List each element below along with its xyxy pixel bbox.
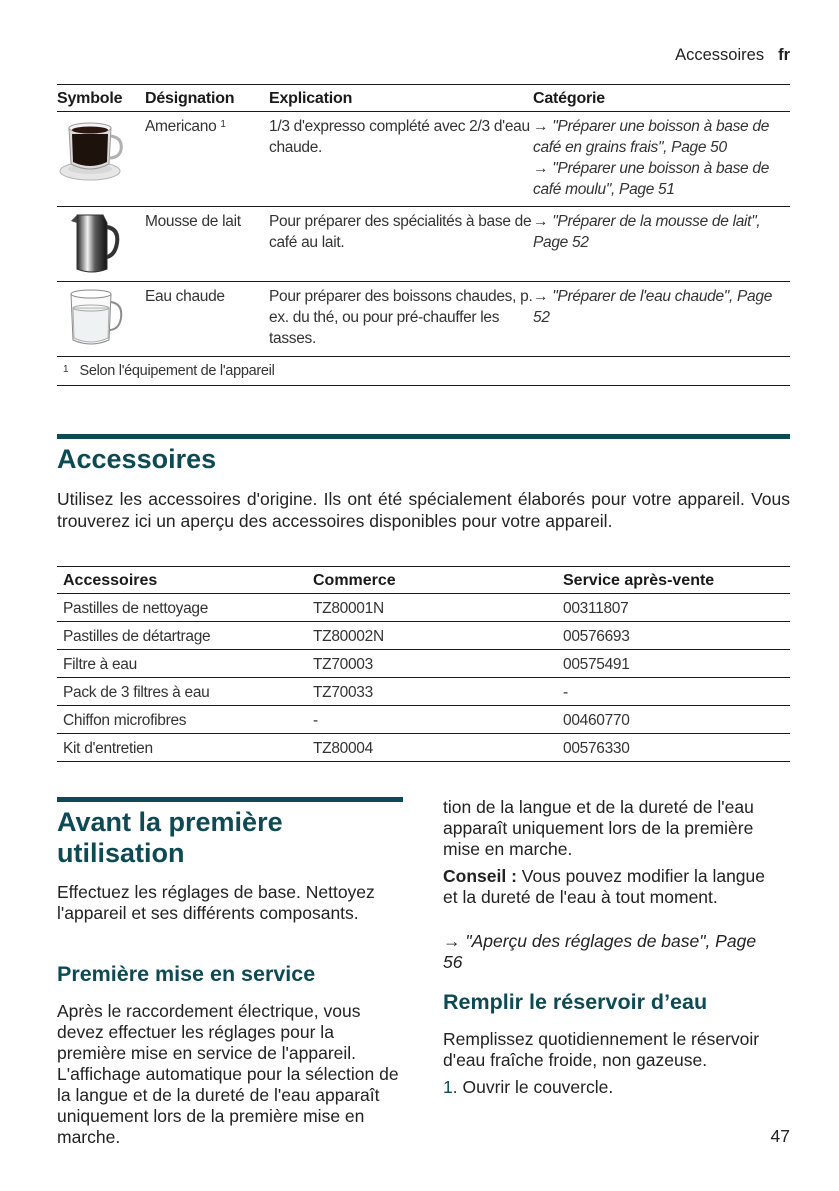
accessory-name: Pack de 3 filtres à eau — [57, 678, 307, 706]
col-header: Explication — [269, 85, 533, 112]
category-link[interactable]: → "Préparer une boisson à base de café en grains frais", Page 50 — [533, 118, 770, 156]
commerce-code: TZ80001N — [307, 594, 557, 622]
header-lang: fr — [778, 46, 790, 64]
commerce-code: TZ80002N — [307, 622, 557, 650]
symbol-table — [57, 84, 790, 386]
step-item — [443, 1077, 779, 1098]
fill-tank-text: Remplissez quotidiennement le réservoir d'eau fraîche froide, non gazeuse. — [443, 1029, 760, 1070]
col-header: Accessoires — [57, 567, 307, 594]
section-rule — [57, 797, 403, 802]
section-title-first-use: Avant la première utilisation — [57, 807, 283, 868]
step-number: 1. — [443, 1077, 458, 1097]
section-title-accessoires: Accessoires — [57, 444, 217, 474]
accessory-name: Pastilles de détartrage — [57, 622, 307, 650]
category-link[interactable]: → "Préparer une boisson à base de café moulu", Page 51 — [533, 160, 770, 198]
table-row — [57, 678, 790, 706]
section-rule — [57, 434, 790, 439]
subsection-title-first-start: Première mise en service — [57, 962, 316, 986]
tip-link[interactable]: → "Aperçu des réglages de base", Page 56 — [443, 931, 757, 972]
service-code: - — [557, 678, 790, 706]
accessories-table — [57, 566, 790, 762]
category-cell — [533, 112, 790, 207]
designation-cell: Eau chaude — [145, 282, 269, 357]
col-header: Catégorie — [533, 85, 790, 112]
americano-cup-icon — [57, 116, 127, 184]
page-number: 47 — [770, 1126, 790, 1146]
tip-text: Vous pouvez modifier la langue et la dureté de l'eau à tout moment. — [443, 866, 765, 907]
first-start-text: Après le raccordement électrique, vous devez effectuer les réglages pour la première mise en service de l'appareil. L'affichage automatique pour la sélection de la langue et de la dureté de l'eau apparaît uniquement lors de la première mise en marche. — [57, 1001, 399, 1147]
commerce-code: - — [307, 706, 557, 734]
milk-jug-icon — [57, 211, 127, 275]
service-code: 00576693 — [557, 622, 790, 650]
commerce-code: TZ70033 — [307, 678, 557, 706]
col-header: Service après-vente — [557, 567, 790, 594]
arrow-right-icon: → — [533, 288, 553, 305]
arrow-right-icon: → — [533, 118, 553, 135]
first-start-text-continued: tion de la langue et de la dureté de l'eau apparaît uniquement lors de la première mise en marche. — [443, 797, 754, 859]
accessory-name: Filtre à eau — [57, 650, 307, 678]
designation: Americano — [145, 118, 217, 135]
symbol-table-header — [57, 85, 790, 112]
symbol-cell — [57, 282, 145, 357]
step-text: Ouvrir le couvercle. — [462, 1077, 614, 1097]
designation-cell: Mousse de lait — [145, 207, 269, 282]
symbol-cell — [57, 112, 145, 207]
table-row — [57, 706, 790, 734]
footnote: $^1$ Selon l'équipement de l'appareil — [57, 357, 790, 386]
tip — [443, 866, 779, 908]
category-cell — [533, 282, 790, 357]
arrow-right-icon: → — [533, 213, 553, 230]
service-code: 00311807 — [557, 594, 790, 622]
table-row — [57, 112, 790, 207]
footnote-ref: 1 — [220, 119, 226, 130]
table-row — [57, 650, 790, 678]
accessory-name: Kit d'entretien — [57, 734, 307, 762]
hot-water-glass-icon — [57, 286, 127, 350]
table-row — [57, 734, 790, 762]
tip-label: Conseil : — [443, 866, 517, 886]
accessories-table-header — [57, 567, 790, 594]
subsection-title-fill-tank: Remplir le réservoir d’eau — [443, 990, 708, 1014]
category-link[interactable]: → "Préparer de la mousse de lait", Page 52 — [533, 213, 761, 251]
accessory-name: Chiffon microfibres — [57, 706, 307, 734]
col-header: Commerce — [307, 567, 557, 594]
running-header — [675, 46, 790, 65]
accessory-name: Pastilles de nettoyage — [57, 594, 307, 622]
commerce-code: TZ70003 — [307, 650, 557, 678]
arrow-right-icon: → — [443, 931, 466, 951]
col-header: Désignation — [145, 85, 269, 112]
header-section: Accessoires — [675, 46, 765, 64]
category-link[interactable]: → "Préparer de l'eau chaude", Page 52 — [533, 288, 773, 326]
category-cell — [533, 207, 790, 282]
explanation-cell: 1/3 d'expresso complété avec 2/3 d'eau chaude. — [269, 112, 533, 207]
accessories-intro: Utilisez les accessoires d'origine. Ils ont été spécialement élaborés pour votre appareil. Vous trouverez ici un aperçu des accessoires disponibles pour votre appareil. — [57, 489, 790, 531]
explanation-cell: Pour préparer des spécialités à base de café au lait. — [269, 207, 533, 282]
service-code: 00575491 — [557, 650, 790, 678]
arrow-right-icon: → — [533, 160, 553, 177]
symbol-cell — [57, 207, 145, 282]
first-use-intro: Effectuez les réglages de base. Nettoyez l'appareil et ses différents composants. — [57, 882, 375, 923]
service-code: 00576330 — [557, 734, 790, 762]
col-header: Symbole — [57, 85, 145, 112]
footnote-row — [57, 357, 790, 386]
service-code: 00460770 — [557, 706, 790, 734]
designation-cell — [145, 112, 269, 207]
table-row — [57, 594, 790, 622]
explanation-cell: Pour préparer des boissons chaudes, p. ex. du thé, ou pour pré-chauffer les tasses. — [269, 282, 533, 357]
table-row — [57, 622, 790, 650]
commerce-code: TZ80004 — [307, 734, 557, 762]
table-row — [57, 207, 790, 282]
table-row — [57, 282, 790, 357]
